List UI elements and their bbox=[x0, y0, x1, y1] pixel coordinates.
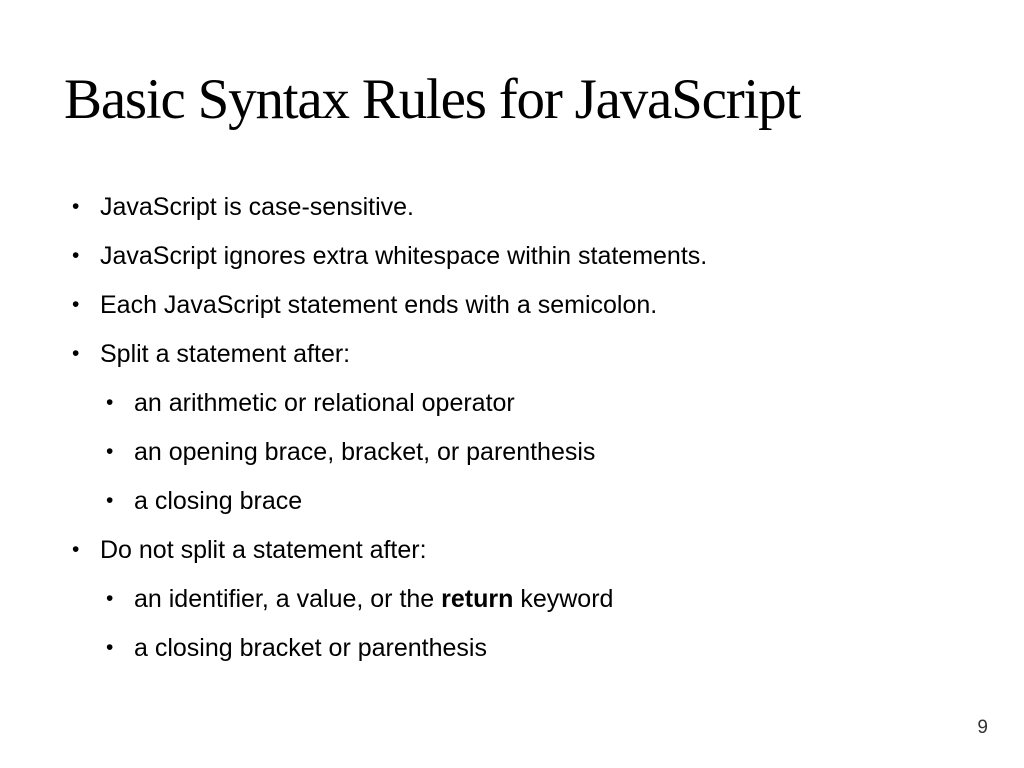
bullet-item bbox=[72, 331, 972, 380]
bullet-item bbox=[72, 184, 972, 233]
sub-bullet-item bbox=[72, 429, 972, 478]
bullet-icon: • bbox=[106, 587, 114, 610]
bullet-text-after: keyword bbox=[513, 585, 614, 613]
sub-bullet-item bbox=[72, 625, 972, 674]
bullet-text: an opening brace, bracket, or parenthesis bbox=[134, 438, 596, 466]
slide-number: 9 bbox=[977, 717, 988, 738]
bullet-icon: • bbox=[106, 489, 114, 512]
bullet-icon: • bbox=[106, 636, 114, 659]
sub-bullet-item bbox=[72, 478, 972, 527]
bullet-item bbox=[72, 233, 972, 282]
bullet-text: JavaScript is case-sensitive. bbox=[100, 193, 415, 221]
bullet-text-before: an identifier, a value, or the bbox=[134, 585, 442, 613]
bullet-text bbox=[134, 585, 613, 613]
bullet-icon: • bbox=[72, 195, 80, 218]
sub-bullet-item bbox=[72, 576, 972, 625]
return-keyword: return bbox=[441, 585, 514, 613]
bullet-icon: • bbox=[72, 244, 80, 267]
bullet-list bbox=[72, 184, 972, 674]
bullet-item bbox=[72, 282, 972, 331]
bullet-text: Split a statement after: bbox=[100, 340, 351, 368]
bullet-text: a closing bracket or parenthesis bbox=[134, 634, 487, 662]
bullet-text: Do not split a statement after: bbox=[100, 536, 427, 564]
bullet-icon: • bbox=[106, 391, 114, 414]
sub-bullet-item bbox=[72, 380, 972, 429]
bullet-text: a closing brace bbox=[134, 487, 303, 515]
bullet-text: Each JavaScript statement ends with a semicolon. bbox=[100, 291, 658, 319]
bullet-icon: • bbox=[72, 538, 80, 561]
bullet-text: an arithmetic or relational operator bbox=[134, 389, 515, 417]
bullet-icon: • bbox=[106, 440, 114, 463]
slide-title: Basic Syntax Rules for JavaScript bbox=[64, 68, 801, 131]
bullet-text: JavaScript ignores extra whitespace within statements. bbox=[100, 242, 708, 270]
bullet-icon: • bbox=[72, 293, 80, 316]
bullet-icon: • bbox=[72, 342, 80, 365]
bullet-item bbox=[72, 527, 972, 576]
